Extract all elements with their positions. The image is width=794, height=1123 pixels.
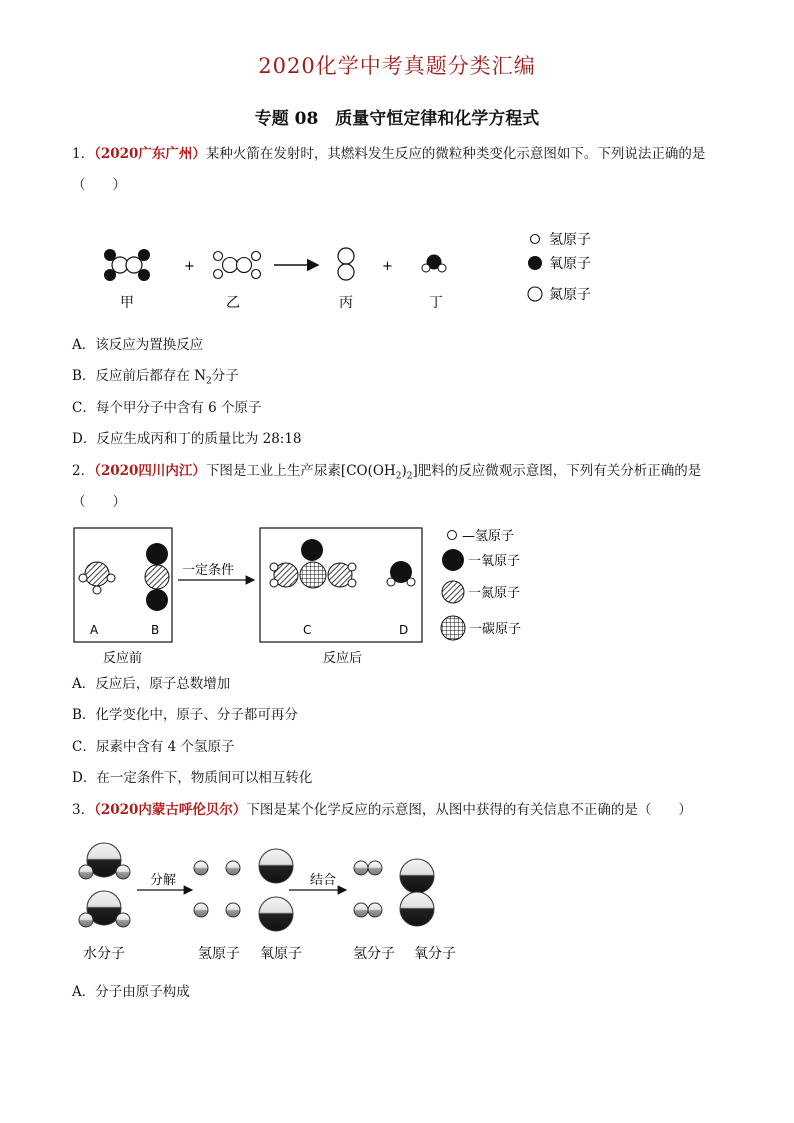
condition-label: 一定条件: [182, 563, 235, 578]
water-molecule-top: [79, 843, 130, 879]
option-b[interactable]: B．化学变化中，原子、分子都可再分: [72, 707, 298, 723]
reaction-diagram-1: [90, 222, 650, 322]
legend-oxygen: 一氧原子: [468, 554, 521, 569]
subscript: 2: [406, 471, 413, 482]
plus-sign: +: [382, 259, 393, 274]
answer-blank: （ ）: [72, 494, 126, 510]
section-title: 专题 08 质量守恒定律和化学方程式: [254, 109, 540, 129]
combine-label: 结合: [310, 873, 337, 888]
oxygen-atoms: [259, 849, 293, 931]
label-water: 水分子: [83, 946, 125, 962]
molecule-ding: [422, 255, 446, 273]
option-d[interactable]: D．在一定条件下，物质间可以相互转化: [72, 770, 313, 786]
label-b: B: [151, 623, 160, 637]
molecule-a-nh3: [79, 562, 115, 594]
question-text: ]肥料的反应微观示意图，下列有关分析正确的是: [412, 463, 702, 479]
page-title: 2020化学中考真题分类汇编: [258, 54, 536, 78]
before-label: 反应前: [103, 651, 143, 666]
after-label: 反应后: [323, 651, 363, 666]
option-text: 分子: [211, 368, 239, 384]
legend-2: [441, 529, 521, 640]
question-source: （2020内蒙古呼伦贝尔）: [94, 802, 247, 818]
option-c[interactable]: C．尿素中含有 4 个氢原子: [72, 739, 235, 755]
label-yi: 乙: [226, 295, 240, 311]
option-b[interactable]: [72, 366, 239, 392]
question-text: 某种火箭在发射时，其燃料发生反应的微粒种类变化示意图如下。下列说法正确的是: [205, 146, 706, 162]
legend-carbon: 一碳原子: [469, 622, 522, 637]
question-source: （2020四川内江）: [94, 463, 206, 479]
legend-hydrogen: 氢原子: [549, 232, 591, 248]
label-o2: 氧分子: [414, 946, 456, 962]
question-3-stem: [72, 800, 732, 820]
molecule-c-urea: [270, 539, 356, 588]
label-c: C: [303, 623, 312, 637]
answer-blank: （ ）: [72, 177, 126, 193]
question-number: 2．: [72, 463, 95, 479]
label-a: A: [90, 623, 99, 637]
water-molecule-bottom: [79, 891, 130, 927]
decompose-label: 分解: [150, 873, 177, 888]
molecule-yi: [214, 252, 261, 279]
option-a[interactable]: A．反应后，原子总数增加: [72, 676, 231, 692]
question-number: 3．: [72, 802, 95, 818]
option-a[interactable]: A．分子由原子构成: [72, 984, 190, 1000]
legend-hydrogen: —氢原子: [462, 529, 515, 544]
molecule-d-water: [387, 561, 415, 586]
legend-nitrogen: 氮原子: [549, 287, 591, 303]
question-text: ): [401, 463, 407, 479]
subscript: 2: [206, 376, 212, 387]
oxygen-molecule: [400, 859, 434, 926]
reaction-diagram-2: [70, 522, 570, 670]
option-text: B．反应前后都存在 N: [72, 368, 207, 384]
label-jia: 甲: [120, 295, 134, 311]
label-bing: 丙: [339, 295, 353, 311]
question-2-stem: [72, 461, 732, 487]
molecule-b-co2: [145, 543, 169, 611]
reaction-diagram-3: [70, 836, 490, 970]
legend-nitrogen: 一氮原子: [468, 586, 521, 601]
legend-1: [528, 232, 591, 303]
legend-oxygen: 氧原子: [549, 256, 591, 272]
option-c[interactable]: C．每个甲分子中含有 6 个原子: [72, 400, 262, 416]
hydrogen-molecules: [354, 861, 382, 917]
plus-sign: +: [184, 259, 195, 274]
option-a[interactable]: A．该反应为置换反应: [72, 337, 204, 353]
label-h-atom: 氢原子: [198, 946, 240, 962]
molecule-bing: [338, 248, 354, 280]
option-d[interactable]: D．反应生成丙和丁的质量比为 28:18: [72, 431, 302, 447]
label-d: D: [399, 623, 409, 637]
question-number: 1．: [72, 146, 95, 162]
label-h2: 氢分子: [353, 946, 395, 962]
label-o-atom: 氧原子: [260, 946, 302, 962]
question-text: 下图是某个化学反应的示意图，从图中获得的有关信息不正确的是（ ）: [246, 802, 692, 818]
molecule-jia: [104, 249, 150, 281]
question-1-stem: [72, 144, 732, 164]
question-text: 下图是工业上生产尿素[CO(OH: [205, 463, 396, 479]
subscript: 2: [395, 471, 402, 482]
label-ding: 丁: [429, 295, 443, 311]
hydrogen-atoms: [194, 861, 240, 917]
question-source: （2020广东广州）: [94, 146, 206, 162]
